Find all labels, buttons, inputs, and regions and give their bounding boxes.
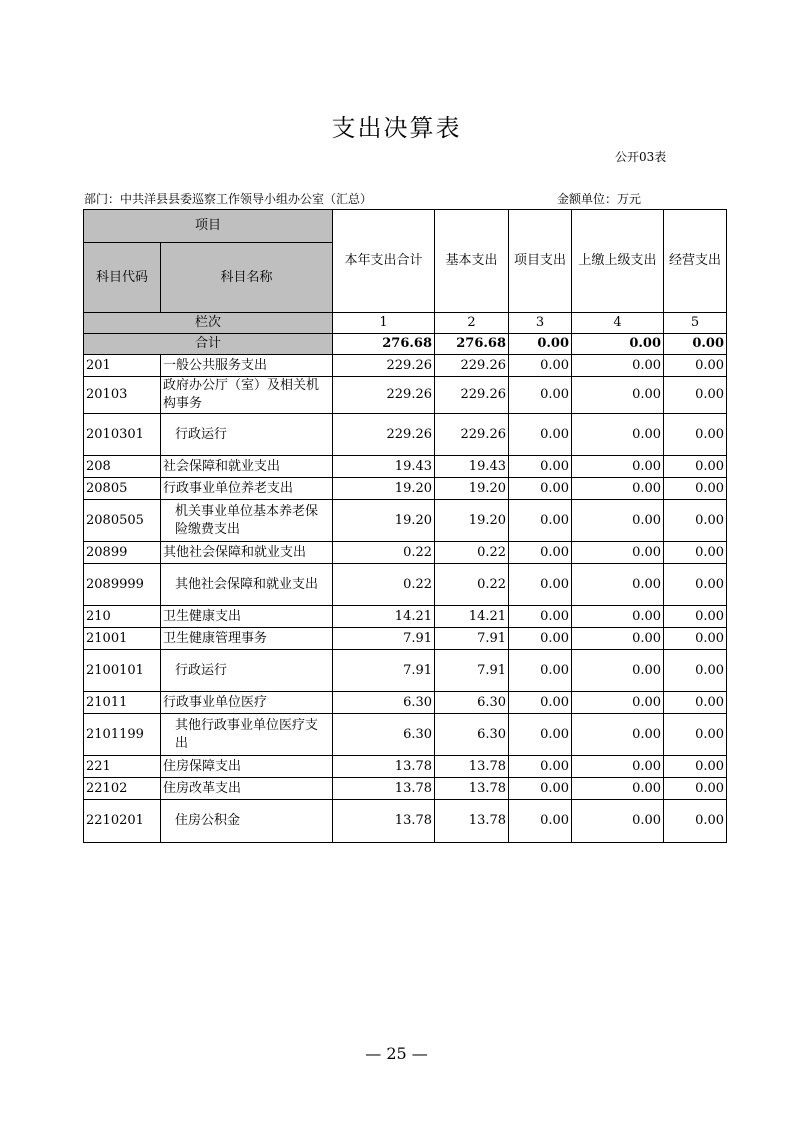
table-row (84, 414, 727, 456)
amount-cell: 0.00 (664, 606, 727, 628)
amount-cell: 0.00 (509, 500, 572, 542)
table-row (84, 714, 727, 756)
subject-name: 其他社会保障和就业支出 (161, 542, 333, 564)
amount-cell: 0.00 (664, 542, 727, 564)
subject-code: 2080505 (84, 500, 161, 542)
col-number: 3 (509, 313, 572, 334)
amount-cell: 0.00 (664, 414, 727, 456)
amount-cell: 229.26 (435, 414, 509, 456)
amount-cell: 0.00 (509, 714, 572, 756)
header-col4: 上缴上级支出 (572, 210, 664, 313)
amount-cell: 0.00 (664, 800, 727, 843)
header-name: 科目名称 (161, 243, 333, 313)
amount-cell: 0.00 (664, 456, 727, 478)
table-row (84, 628, 727, 650)
amount-cell: 6.30 (435, 692, 509, 714)
header-col2: 基本支出 (435, 210, 509, 313)
col-number: 1 (333, 313, 435, 334)
subject-name: 卫生健康管理事务 (161, 628, 333, 650)
subject-code: 22102 (84, 778, 161, 800)
amount-cell: 0.22 (435, 542, 509, 564)
subject-code: 21001 (84, 628, 161, 650)
total-value: 0.00 (664, 334, 727, 355)
amount-cell: 19.43 (435, 456, 509, 478)
amount-cell: 0.00 (572, 414, 664, 456)
amount-cell: 13.78 (333, 756, 435, 778)
table-row (84, 377, 727, 414)
subject-name: 机关事业单位基本养老保险缴费支出 (161, 500, 333, 542)
amount-cell: 7.91 (333, 628, 435, 650)
amount-cell: 0.00 (572, 778, 664, 800)
amount-cell: 0.00 (509, 377, 572, 414)
subject-name: 行政运行 (161, 650, 333, 692)
table-row (84, 564, 727, 606)
amount-cell: 7.91 (435, 650, 509, 692)
table-row (84, 800, 727, 843)
total-value: 0.00 (509, 334, 572, 355)
amount-cell: 6.30 (333, 714, 435, 756)
amount-cell: 0.00 (509, 692, 572, 714)
subject-code: 210 (84, 606, 161, 628)
amount-cell: 7.91 (333, 650, 435, 692)
table-row (84, 456, 727, 478)
subject-name: 行政事业单位医疗 (161, 692, 333, 714)
amount-cell: 14.21 (435, 606, 509, 628)
header-row-label: 栏次 (84, 313, 333, 334)
table-row (84, 478, 727, 500)
amount-cell: 0.00 (664, 564, 727, 606)
amount-cell: 0.00 (509, 628, 572, 650)
table-body (84, 210, 727, 843)
amount-unit-label: 金额单位：万元 (557, 192, 642, 206)
amount-cell: 13.78 (435, 756, 509, 778)
amount-cell: 19.20 (435, 478, 509, 500)
amount-cell: 0.22 (333, 542, 435, 564)
subject-name: 卫生健康支出 (161, 606, 333, 628)
table-row (84, 778, 727, 800)
department-label: 部门：中共洋县县委巡察工作领导小组办公室（汇总） (84, 192, 373, 206)
amount-cell: 0.22 (435, 564, 509, 606)
subject-code: 2210201 (84, 800, 161, 843)
amount-cell: 7.91 (435, 628, 509, 650)
amount-cell: 0.00 (572, 355, 664, 377)
subject-name: 政府办公厅（室）及相关机构事务 (161, 377, 333, 414)
subject-name: 行政事业单位养老支出 (161, 478, 333, 500)
total-row (84, 334, 727, 355)
subject-name: 其他社会保障和就业支出 (161, 564, 333, 606)
amount-cell: 19.20 (333, 478, 435, 500)
amount-cell: 229.26 (435, 377, 509, 414)
amount-cell: 0.00 (572, 800, 664, 843)
amount-cell: 0.00 (664, 478, 727, 500)
table-row (84, 756, 727, 778)
subject-code: 2101199 (84, 714, 161, 756)
amount-cell: 13.78 (435, 778, 509, 800)
amount-cell: 0.00 (664, 355, 727, 377)
table-row (84, 692, 727, 714)
subject-name: 一般公共服务支出 (161, 355, 333, 377)
amount-cell: 0.00 (509, 756, 572, 778)
amount-cell: 19.20 (333, 500, 435, 542)
subject-name: 其他行政事业单位医疗支出 (161, 714, 333, 756)
header-col5: 经营支出 (664, 210, 727, 313)
amount-cell: 19.20 (435, 500, 509, 542)
total-value: 276.68 (435, 334, 509, 355)
table-row (84, 355, 727, 377)
amount-cell: 0.00 (664, 756, 727, 778)
amount-cell: 0.00 (572, 756, 664, 778)
amount-cell: 13.78 (435, 800, 509, 843)
amount-cell: 0.00 (572, 564, 664, 606)
amount-cell: 0.00 (664, 778, 727, 800)
amount-cell: 0.00 (509, 606, 572, 628)
amount-cell: 0.00 (509, 456, 572, 478)
amount-cell: 0.00 (572, 650, 664, 692)
subject-code: 21011 (84, 692, 161, 714)
subject-code: 2100101 (84, 650, 161, 692)
amount-cell: 14.21 (333, 606, 435, 628)
col-number: 2 (435, 313, 509, 334)
amount-cell: 0.00 (664, 377, 727, 414)
amount-cell: 0.00 (572, 606, 664, 628)
amount-cell: 0.00 (572, 714, 664, 756)
amount-cell: 0.00 (572, 692, 664, 714)
table-row (84, 500, 727, 542)
amount-cell: 0.00 (509, 778, 572, 800)
amount-cell: 229.26 (333, 377, 435, 414)
header-item: 项目 (84, 210, 333, 243)
total-value: 276.68 (333, 334, 435, 355)
amount-cell: 0.00 (664, 692, 727, 714)
amount-cell: 0.00 (572, 478, 664, 500)
header-col3: 项目支出 (509, 210, 572, 313)
amount-cell: 19.43 (333, 456, 435, 478)
amount-cell: 0.00 (509, 478, 572, 500)
table-row (84, 606, 727, 628)
total-value: 0.00 (572, 334, 664, 355)
form-number: 公开03表 (615, 150, 667, 164)
subject-code: 20899 (84, 542, 161, 564)
page-title: 支出决算表 (331, 114, 462, 142)
amount-cell: 13.78 (333, 800, 435, 843)
subject-code: 20103 (84, 377, 161, 414)
amount-cell: 0.00 (572, 628, 664, 650)
expenditure-table (83, 209, 727, 843)
amount-cell: 229.26 (333, 355, 435, 377)
amount-cell: 6.30 (435, 714, 509, 756)
amount-cell: 0.00 (509, 800, 572, 843)
header-col1: 本年支出合计 (333, 210, 435, 313)
subject-code: 201 (84, 355, 161, 377)
amount-cell: 0.00 (664, 628, 727, 650)
subject-name: 住房保障支出 (161, 756, 333, 778)
amount-cell: 229.26 (333, 414, 435, 456)
subject-code: 2010301 (84, 414, 161, 456)
subject-code: 221 (84, 756, 161, 778)
amount-cell: 0.00 (509, 414, 572, 456)
col-number: 5 (664, 313, 727, 334)
amount-cell: 0.00 (664, 650, 727, 692)
subject-name: 住房改革支出 (161, 778, 333, 800)
amount-cell: 0.00 (509, 564, 572, 606)
table-row (84, 650, 727, 692)
page-number: — 25 — (365, 1044, 428, 1063)
amount-cell: 0.00 (572, 456, 664, 478)
amount-cell: 0.00 (572, 377, 664, 414)
amount-cell: 0.22 (333, 564, 435, 606)
amount-cell: 0.00 (509, 542, 572, 564)
subject-name: 行政运行 (161, 414, 333, 456)
header-code: 科目代码 (84, 243, 161, 313)
amount-cell: 0.00 (509, 355, 572, 377)
amount-cell: 6.30 (333, 692, 435, 714)
subject-code: 20805 (84, 478, 161, 500)
amount-cell: 0.00 (572, 542, 664, 564)
total-label: 合计 (84, 334, 333, 355)
col-number: 4 (572, 313, 664, 334)
amount-cell: 0.00 (664, 714, 727, 756)
amount-cell: 0.00 (509, 650, 572, 692)
subject-code: 2089999 (84, 564, 161, 606)
amount-cell: 229.26 (435, 355, 509, 377)
amount-cell: 13.78 (333, 778, 435, 800)
amount-cell: 0.00 (572, 500, 664, 542)
table-row (84, 542, 727, 564)
subject-code: 208 (84, 456, 161, 478)
subject-name: 住房公积金 (161, 800, 333, 843)
amount-cell: 0.00 (664, 500, 727, 542)
subject-name: 社会保障和就业支出 (161, 456, 333, 478)
